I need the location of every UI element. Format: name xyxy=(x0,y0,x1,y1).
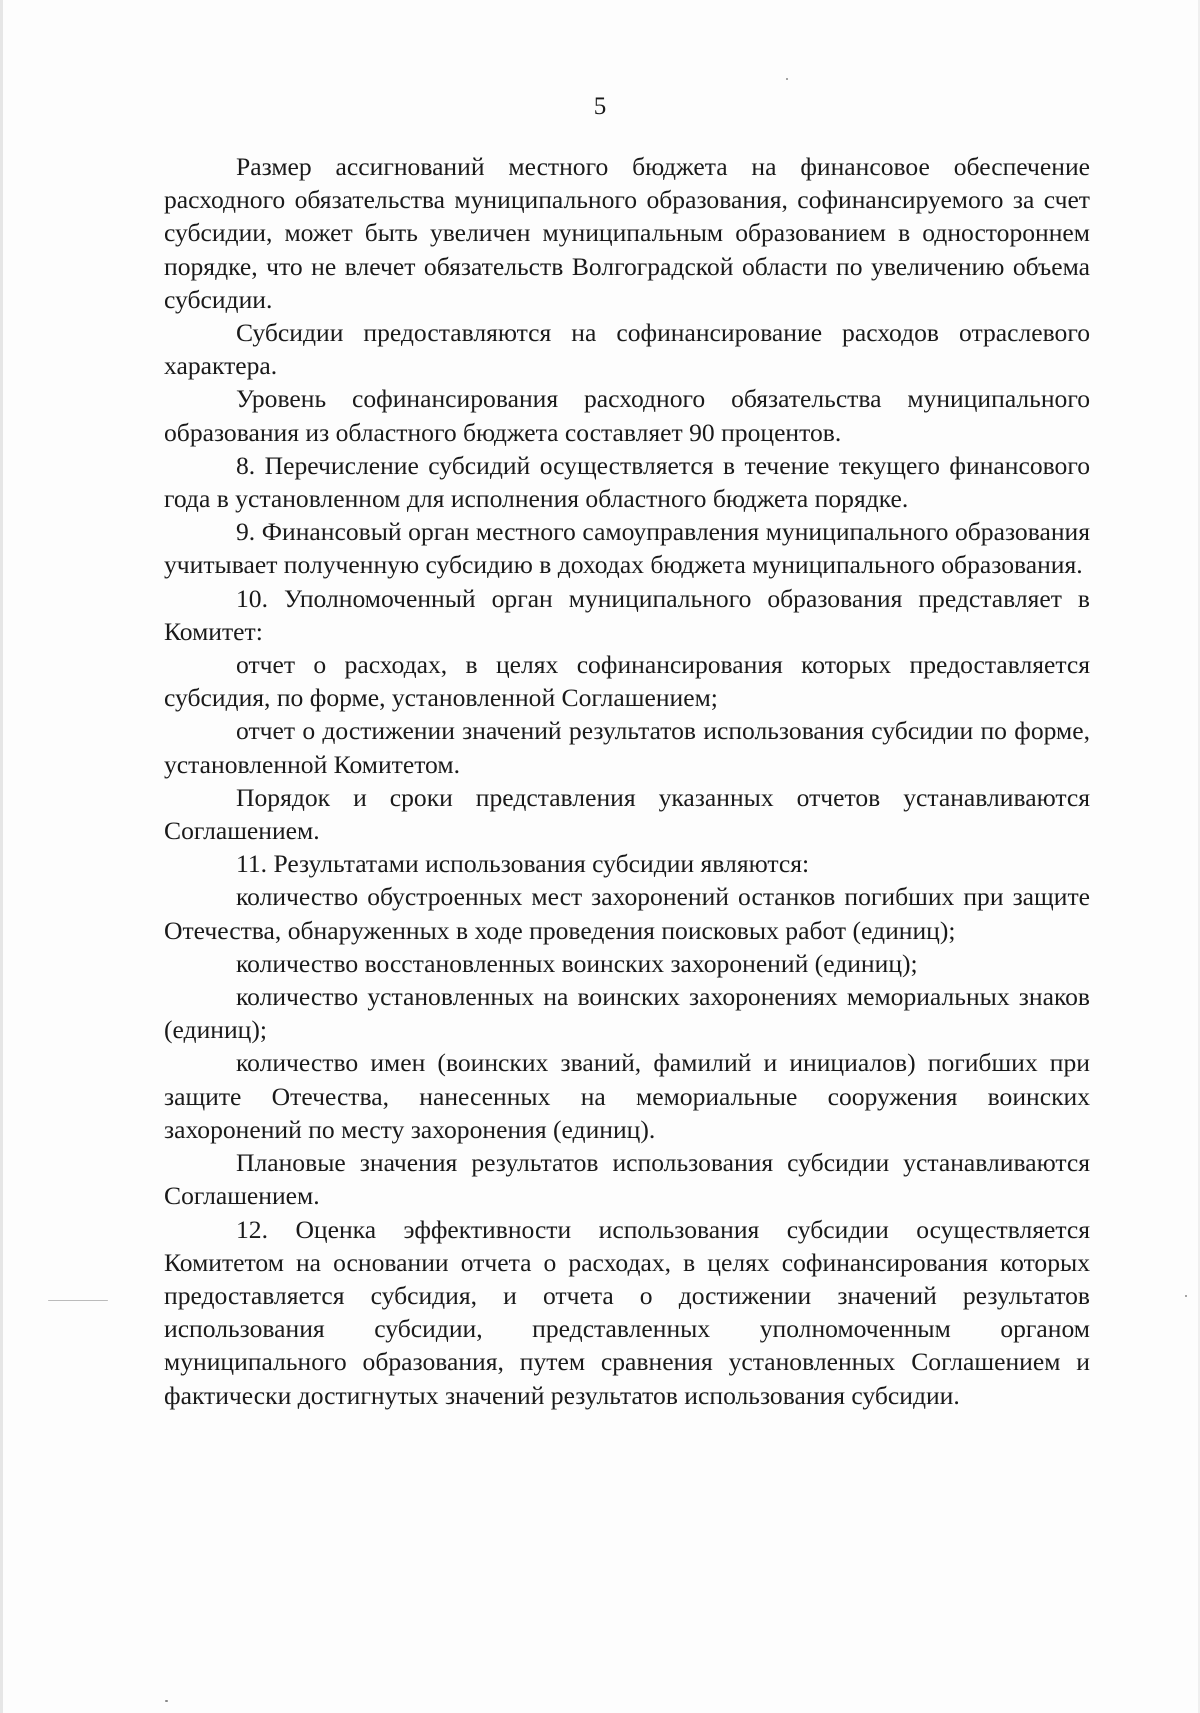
paragraph: Размер ассигнований местного бюджета на финансовое обеспечение расходного обязательства муниципального образования, софинансируемого за счет субсидии, может быть увеличен муниципальным образованием в одностороннем порядке, что не влечет обязательств Волгоградской области по увеличению объема субсидии. xyxy=(164,152,1090,314)
paragraph: отчет о расходах, в целях софинансирования которых предоставляется субсидия, по форме, установленной Соглашением; xyxy=(164,650,1090,713)
paragraph: количество обустроенных мест захоронений останков погибших при защите Отечества, обнаруженных в ходе проведения поисковых работ (единиц); xyxy=(164,882,1090,945)
paragraph: Уровень софинансирования расходного обязательства муниципального образования из областного бюджета составляет 90 процентов. xyxy=(164,384,1090,447)
paragraph: количество имен (воинских званий, фамилий и инициалов) погибших при защите Отечества, нанесенных на мемориальные сооружения воинских захоронений по месту захоронения (единиц). xyxy=(164,1048,1090,1144)
scan-speck xyxy=(165,1700,168,1702)
paragraph: 12. Оценка эффективности использования субсидии осуществляется Комитетом на основании отчета о расходах, в целях софинансирования которых предоставляется субсидия, и отчета о достижении значений результатов использования субсидии, представленных уполномоченным органом муниципального образования, путем сравнения установленных Соглашением и фактически достигнутых значений результатов использования субсидии. xyxy=(164,1214,1090,1410)
paragraph: отчет о достижении значений результатов использования субсидии по форме, установленной Комитетом. xyxy=(164,716,1090,779)
paragraph: Порядок и сроки представления указанных отчетов устанавливаются Соглашением. xyxy=(164,782,1090,846)
paragraph: 8. Перечисление субсидий осуществляется в течение текущего финансового года в установленном для исполнения областного бюджета порядке. xyxy=(164,450,1090,514)
scan-speck xyxy=(1185,1295,1187,1297)
paragraph: 11. Результатами использования субсидии являются: xyxy=(236,849,810,879)
page-number: 5 xyxy=(593,93,607,120)
paragraph: Субсидии предоставляются на софинансирование расходов отраслевого характера. xyxy=(164,318,1090,381)
document-body xyxy=(164,150,1090,1412)
paragraph: 10. Уполномоченный орган муниципального образования представляет в Комитет: xyxy=(164,583,1090,646)
scan-speck xyxy=(786,78,788,80)
paragraph: 9. Финансовый орган местного самоуправления муниципального образования учитывает полученную субсидию в доходах бюджета муниципального образования. xyxy=(164,517,1090,580)
scan-speck xyxy=(48,1300,108,1301)
scan-left-edge xyxy=(0,0,3,1713)
paragraph: Плановые значения результатов использования субсидии устанавливаются Соглашением. xyxy=(164,1148,1090,1211)
paragraph: количество восстановленных воинских захоронений (единиц); xyxy=(236,948,918,978)
paragraph: количество установленных на воинских захоронениях мемориальных знаков (единиц); xyxy=(164,982,1090,1045)
